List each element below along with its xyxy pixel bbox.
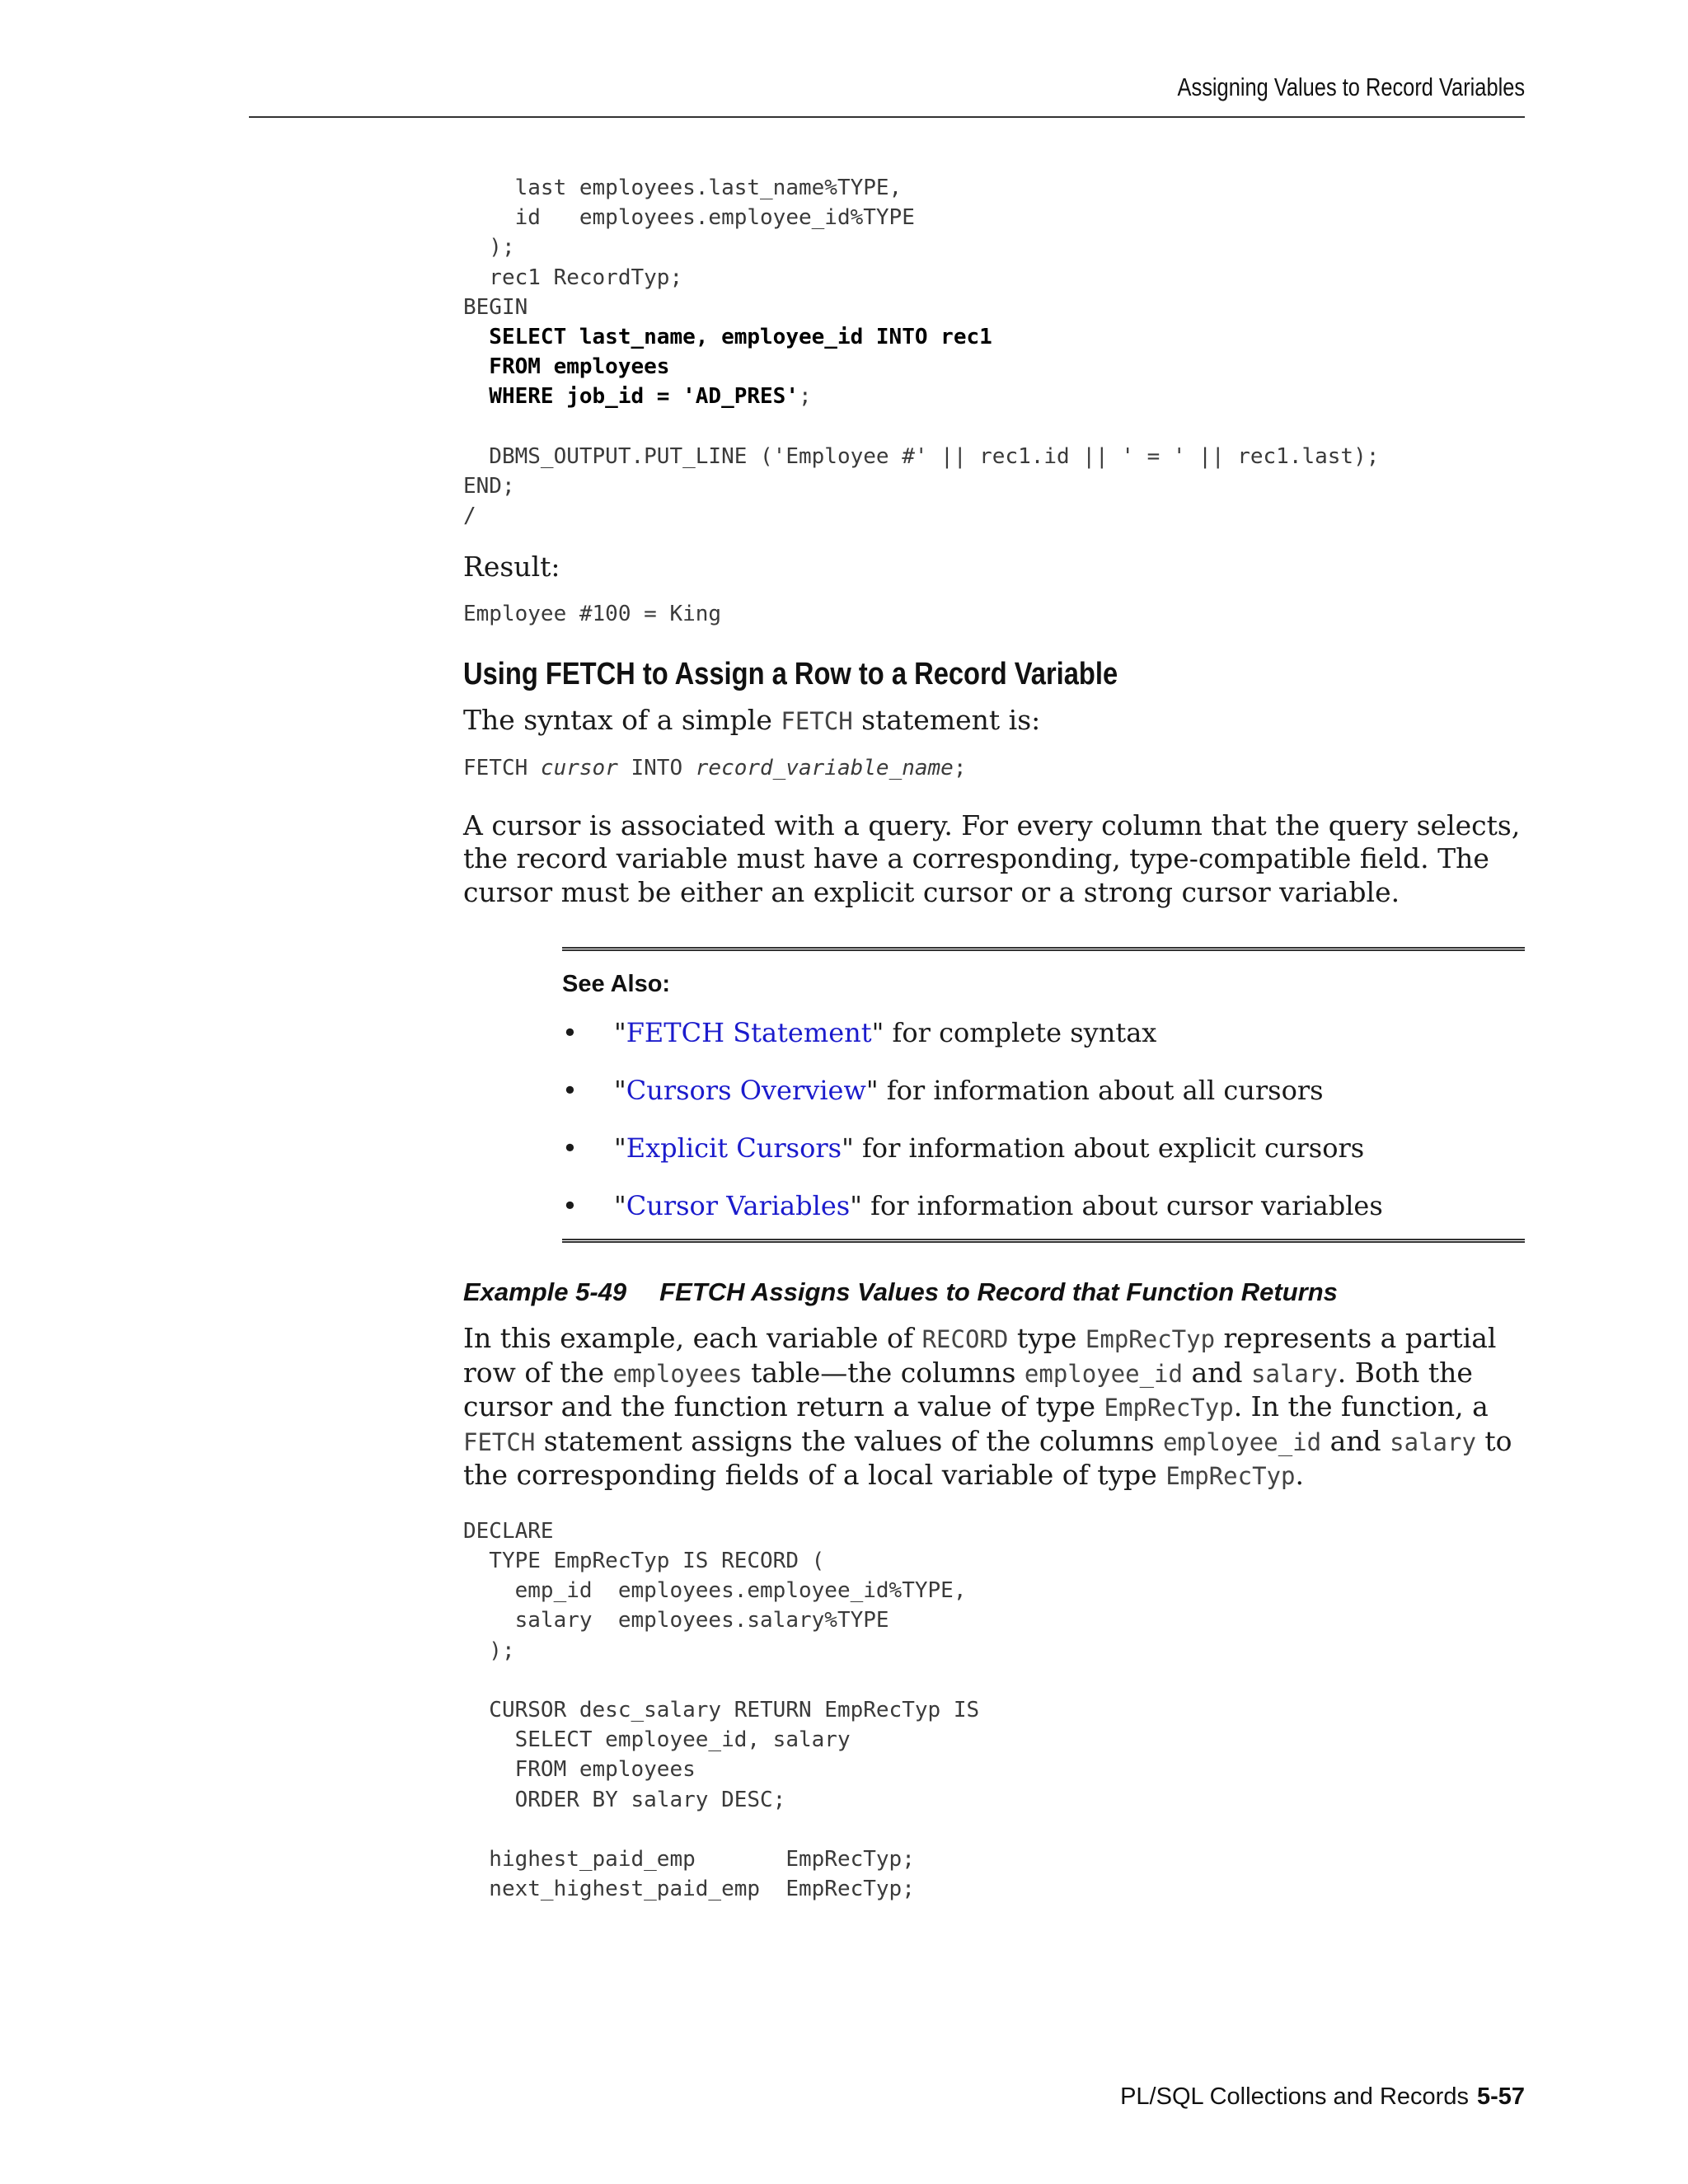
bullet-icon: •: [562, 1017, 578, 1049]
code-lines-after: DBMS_OUTPUT.PUT_LINE ('Employee #' || rec1.id || ' = ' || rec1.last); END; /: [463, 443, 1380, 529]
desc-text: represents a partial row of the: [463, 1322, 1497, 1389]
bullet-icon: •: [562, 1132, 578, 1165]
footer-page-number: 5-57: [1476, 2083, 1525, 2110]
desc-code: employees: [612, 1359, 743, 1388]
desc-code: employee_id: [1024, 1359, 1183, 1388]
see-also-box: [562, 947, 1525, 1243]
see-also-item: • "Cursors Overview" for information about all cursors: [562, 1075, 1324, 1107]
syntax-statement: [463, 753, 1525, 783]
desc-text: table—the columns: [742, 1356, 1025, 1389]
desc-text: statement assigns the values of the columns: [535, 1424, 1164, 1457]
example-title: [463, 1277, 1525, 1307]
link-cursors-overview[interactable]: Cursors Overview: [626, 1075, 866, 1107]
desc-code: salary: [1390, 1427, 1476, 1456]
result-label: Result:: [463, 551, 560, 583]
see-also-item-text: for information about all cursors: [878, 1075, 1324, 1107]
syntax-end: ;: [953, 755, 967, 780]
syntax-cursor: cursor: [540, 755, 618, 780]
page-content: [463, 173, 1525, 1904]
desc-code: RECORD: [921, 1325, 1009, 1354]
desc-text: .: [1295, 1459, 1304, 1492]
desc-text: . In the function, a: [1233, 1390, 1489, 1423]
see-also-title: See Also:: [562, 971, 671, 998]
page-footer: [1120, 2083, 1525, 2111]
syntax-fetch-keyword: FETCH: [463, 755, 541, 780]
desc-code: EmpRecTyp: [1085, 1325, 1216, 1354]
syntax-intro-after: statement is:: [852, 704, 1041, 737]
see-also-list: [562, 1016, 1525, 1222]
desc-code: FETCH: [463, 1427, 536, 1456]
link-fetch-statement[interactable]: FETCH Statement: [626, 1017, 872, 1049]
syntax-intro: [463, 704, 1525, 738]
example-description: [463, 1322, 1525, 1493]
desc-text: and: [1182, 1356, 1252, 1389]
syntax-intro-before: The syntax of a simple: [463, 704, 781, 737]
syntax-into-keyword: INTO: [617, 755, 696, 780]
syntax-record-name: record_variable_name: [695, 755, 954, 780]
see-also-item-text: for complete syntax: [884, 1017, 1157, 1049]
see-also-item: • "Explicit Cursors" for information about explicit cursors: [562, 1132, 1365, 1165]
desc-code: EmpRecTyp: [1165, 1462, 1296, 1491]
link-explicit-cursors[interactable]: Explicit Cursors: [626, 1132, 842, 1165]
desc-text: . Both the cursor and the function return a value of type: [463, 1356, 1473, 1423]
running-header: Assigning Values to Record Variables: [1177, 73, 1525, 101]
desc-code: EmpRecTyp: [1104, 1394, 1234, 1422]
desc-text: type: [1008, 1322, 1085, 1355]
bullet-icon: •: [562, 1190, 578, 1222]
see-also-item: • "Cursor Variables" for information about cursor variables: [562, 1190, 1383, 1222]
desc-text: and: [1321, 1424, 1390, 1457]
see-also-item-text: for information about cursor variables: [861, 1190, 1383, 1222]
code-block-record-select: [463, 173, 1525, 531]
syntax-intro-code: FETCH: [781, 707, 853, 736]
code-bold-select: SELECT last_name, employee_id INTO rec1 FROM employees WHERE job_id = 'AD_PRES': [489, 325, 992, 410]
example-caption: FETCH Assigns Values to Record that Function Returns: [659, 1277, 1338, 1307]
see-also-item-text: for information about explicit cursors: [853, 1132, 1365, 1165]
header-rule: [249, 116, 1525, 118]
code-lines-before: last employees.last_name%TYPE, id employees.employee_id%TYPE ); rec1 RecordTyp; BEGIN: [463, 176, 915, 320]
desc-code: salary: [1251, 1359, 1338, 1388]
example-number: Example 5-49: [463, 1277, 627, 1307]
desc-text: In this example, each variable of: [463, 1322, 922, 1355]
footer-book-title: PL/SQL Collections and Records: [1120, 2083, 1469, 2110]
desc-text: to the corresponding fields of a local variable of type: [463, 1424, 1512, 1492]
bullet-icon: •: [562, 1075, 578, 1107]
desc-code: employee_id: [1163, 1427, 1322, 1456]
see-also-item: • "FETCH Statement" for complete syntax: [562, 1017, 1157, 1049]
code-semicolon: ;: [799, 384, 812, 410]
code-block-declare: DECLARE TYPE EmpRecTyp IS RECORD ( emp_id employees.employee_id%TYPE, salary employees.salary%TYPE ); CURSOR desc_salary RETURN EmpRecTyp IS SELECT employee_id, salary FROM employees ORDER BY salary DESC; highest_paid_emp EmpRecTyp; next_highest_paid_emp EmpRecTyp;: [463, 1518, 980, 1902]
link-cursor-variables[interactable]: Cursor Variables: [626, 1190, 851, 1222]
cursor-paragraph: A cursor is associated with a query. For every column that the query selects, the record variable must have a corresponding, type-compatible field. The cursor must be either an explicit cursor or a strong cursor variable.: [463, 808, 1521, 908]
section-heading: Using FETCH to Assign a Row to a Record Variable: [463, 657, 1118, 692]
result-output: Employee #100 = King: [463, 601, 722, 626]
